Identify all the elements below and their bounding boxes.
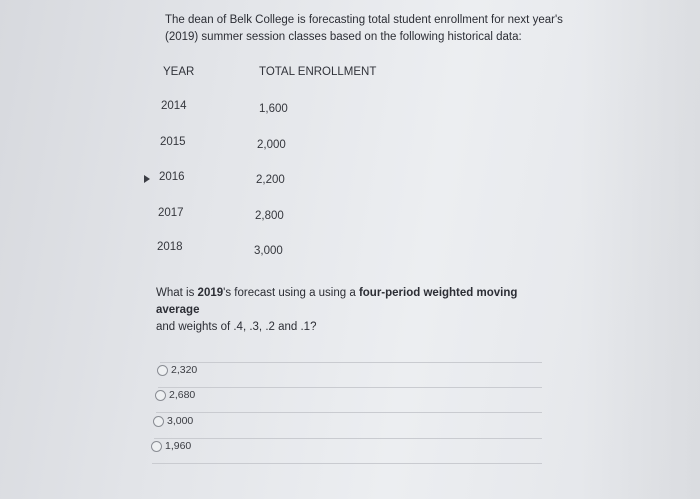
question-year: 2019 xyxy=(197,287,224,299)
year-cell: 2015 xyxy=(160,136,186,148)
year-cell: 2017 xyxy=(158,207,184,219)
radio-button[interactable] xyxy=(155,390,166,401)
header-year: YEAR xyxy=(163,66,195,78)
answer-option-3[interactable] xyxy=(153,415,193,427)
answer-label: 1,960 xyxy=(165,440,192,452)
total-cell: 2,800 xyxy=(255,210,284,222)
answer-option-4[interactable] xyxy=(151,440,191,452)
divider xyxy=(160,362,542,363)
header-total-enrollment: TOTAL ENROLLMENT xyxy=(259,66,377,78)
problem-line-2: (2019) summer session classes based on the following historical data: xyxy=(165,31,522,43)
total-cell: 2,200 xyxy=(256,174,285,186)
radio-button[interactable] xyxy=(157,365,168,376)
divider xyxy=(152,463,542,464)
answer-label: 3,000 xyxy=(167,415,194,427)
year-cell: 2016 xyxy=(159,171,185,183)
question-part-1: What is xyxy=(156,287,198,299)
question-line-1 xyxy=(156,285,556,319)
answer-label: 2,320 xyxy=(171,364,198,376)
total-cell: 2,000 xyxy=(257,139,286,151)
answer-option-2[interactable] xyxy=(155,389,195,401)
divider xyxy=(156,412,542,413)
divider xyxy=(154,438,542,439)
year-cell: 2014 xyxy=(161,100,187,112)
divider xyxy=(158,387,542,388)
year-cell: 2018 xyxy=(157,241,183,253)
answer-option-1[interactable] xyxy=(157,364,197,376)
problem-line-1: The dean of Belk College is forecasting total student enrollment for next year's xyxy=(165,14,563,26)
problem-statement xyxy=(165,12,565,46)
screen-glare xyxy=(580,0,700,499)
radio-button[interactable] xyxy=(151,441,162,452)
cursor-arrow-icon xyxy=(144,175,150,183)
question-method: four-period weighted moving average xyxy=(156,287,518,316)
radio-button[interactable] xyxy=(153,416,164,427)
question-text xyxy=(156,285,556,336)
total-cell: 3,000 xyxy=(254,245,283,257)
question-part-2: 's forecast using a using a xyxy=(223,287,359,299)
answer-label: 2,680 xyxy=(169,389,196,401)
total-cell: 1,600 xyxy=(259,103,288,115)
question-line-2: and weights of .4, .3, .2 and .1? xyxy=(156,321,317,333)
